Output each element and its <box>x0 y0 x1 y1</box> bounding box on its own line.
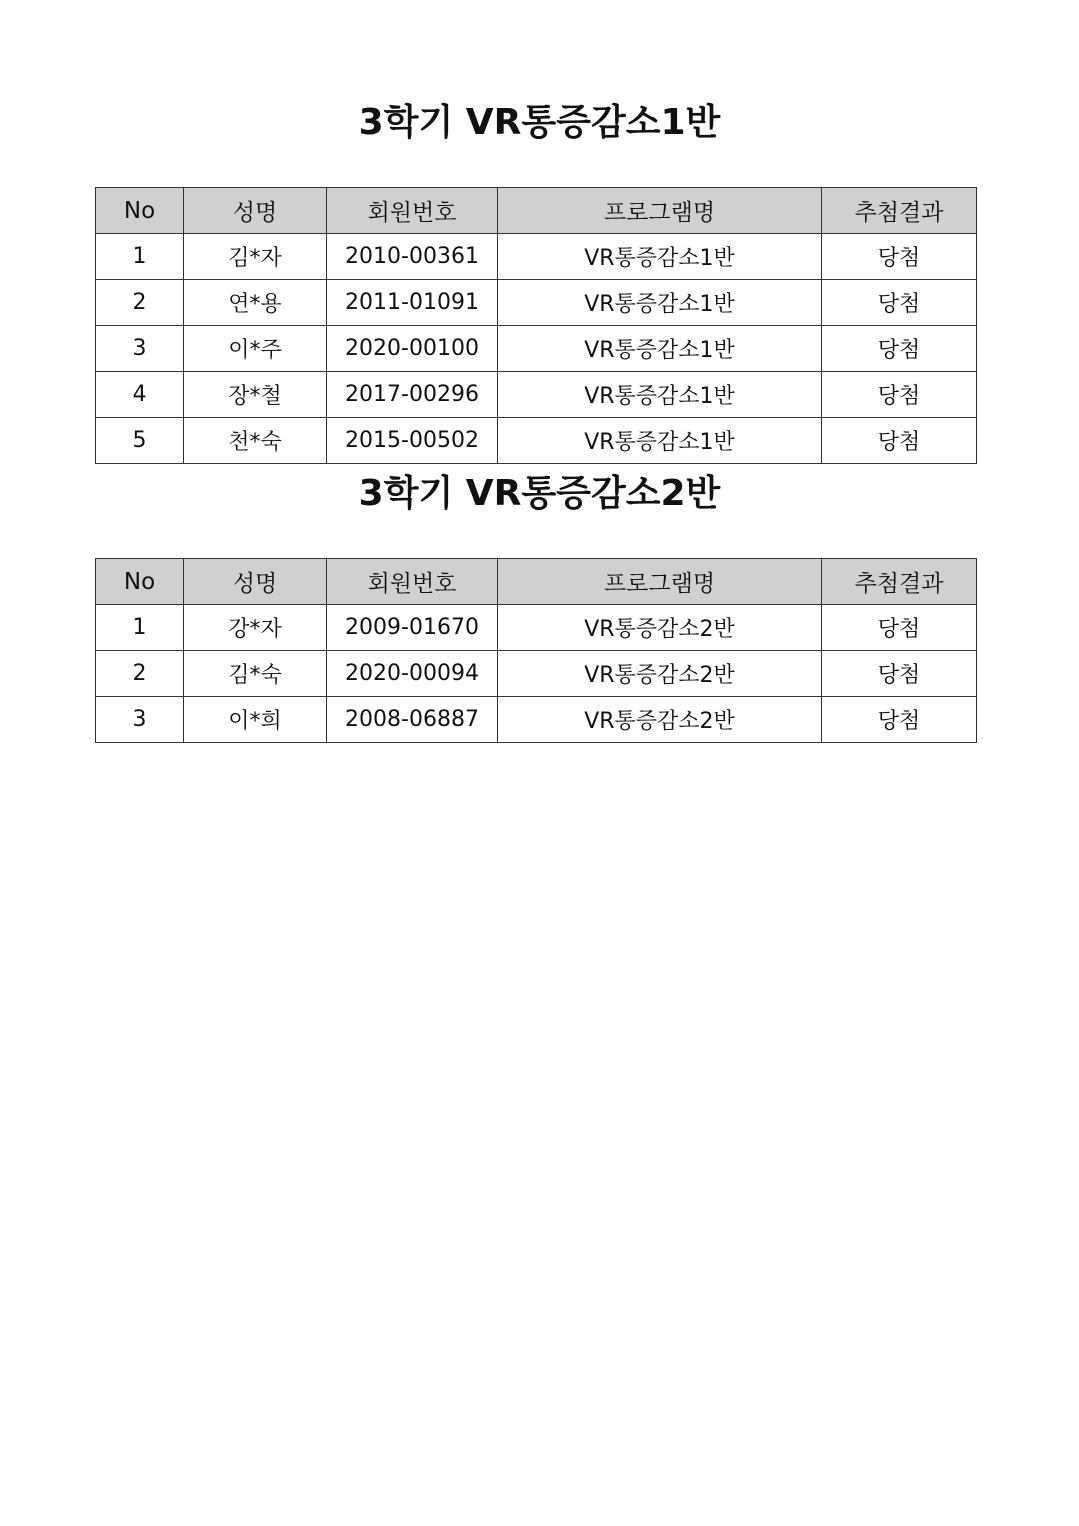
column-header-draw-result: 추첨결과 <box>822 188 977 234</box>
table-row <box>96 418 977 464</box>
cell-no: 2 <box>96 651 184 697</box>
column-header-name: 성명 <box>184 188 327 234</box>
cell-name: 김*숙 <box>184 651 327 697</box>
cell-draw-result: 당첨 <box>822 651 977 697</box>
cell-name: 김*자 <box>184 234 327 280</box>
table-row <box>96 605 977 651</box>
cell-draw-result: 당첨 <box>822 326 977 372</box>
cell-draw-result: 당첨 <box>822 605 977 651</box>
column-header-member-number: 회원번호 <box>327 559 498 605</box>
table-row <box>96 280 977 326</box>
table-row <box>96 697 977 743</box>
cell-name: 장*철 <box>184 372 327 418</box>
cell-no: 1 <box>96 234 184 280</box>
table-header-row <box>96 188 977 234</box>
table-header-row <box>96 559 977 605</box>
cell-program-name: VR통증감소2반 <box>498 651 822 697</box>
cell-program-name: VR통증감소1반 <box>498 280 822 326</box>
table-row <box>96 234 977 280</box>
cell-draw-result: 당첨 <box>822 697 977 743</box>
cell-draw-result: 당첨 <box>822 234 977 280</box>
cell-draw-result: 당첨 <box>822 372 977 418</box>
cell-member-number: 2010-00361 <box>327 234 498 280</box>
cell-member-number: 2009-01670 <box>327 605 498 651</box>
column-header-program-name: 프로그램명 <box>498 188 822 234</box>
column-header-no: No <box>96 188 184 234</box>
cell-member-number: 2020-00100 <box>327 326 498 372</box>
table-row <box>96 651 977 697</box>
cell-no: 5 <box>96 418 184 464</box>
column-header-program-name: 프로그램명 <box>498 559 822 605</box>
column-header-no: No <box>96 559 184 605</box>
cell-name: 연*용 <box>184 280 327 326</box>
cell-member-number: 2011-01091 <box>327 280 498 326</box>
cell-member-number: 2008-06887 <box>327 697 498 743</box>
table-row <box>96 326 977 372</box>
cell-no: 3 <box>96 697 184 743</box>
table-row <box>96 372 977 418</box>
column-header-member-number: 회원번호 <box>327 188 498 234</box>
cell-draw-result: 당첨 <box>822 418 977 464</box>
column-header-draw-result: 추첨결과 <box>822 559 977 605</box>
cell-member-number: 2020-00094 <box>327 651 498 697</box>
cell-program-name: VR통증감소2반 <box>498 605 822 651</box>
cell-program-name: VR통증감소1반 <box>498 372 822 418</box>
lottery-result-table-class-2 <box>95 558 977 743</box>
cell-member-number: 2017-00296 <box>327 372 498 418</box>
cell-program-name: VR통증감소1반 <box>498 326 822 372</box>
cell-name: 이*희 <box>184 697 327 743</box>
cell-program-name: VR통증감소1반 <box>498 418 822 464</box>
cell-no: 3 <box>96 326 184 372</box>
cell-no: 1 <box>96 605 184 651</box>
cell-name: 강*자 <box>184 605 327 651</box>
section-title-class-2: 3학기 VR통증감소2반 <box>358 473 721 514</box>
cell-name: 이*주 <box>184 326 327 372</box>
cell-program-name: VR통증감소2반 <box>498 697 822 743</box>
cell-member-number: 2015-00502 <box>327 418 498 464</box>
cell-program-name: VR통증감소1반 <box>498 234 822 280</box>
cell-no: 4 <box>96 372 184 418</box>
column-header-name: 성명 <box>184 559 327 605</box>
cell-draw-result: 당첨 <box>822 280 977 326</box>
lottery-result-table-class-1 <box>95 187 977 464</box>
cell-no: 2 <box>96 280 184 326</box>
section-title-class-1: 3학기 VR통증감소1반 <box>358 102 721 143</box>
cell-name: 천*숙 <box>184 418 327 464</box>
